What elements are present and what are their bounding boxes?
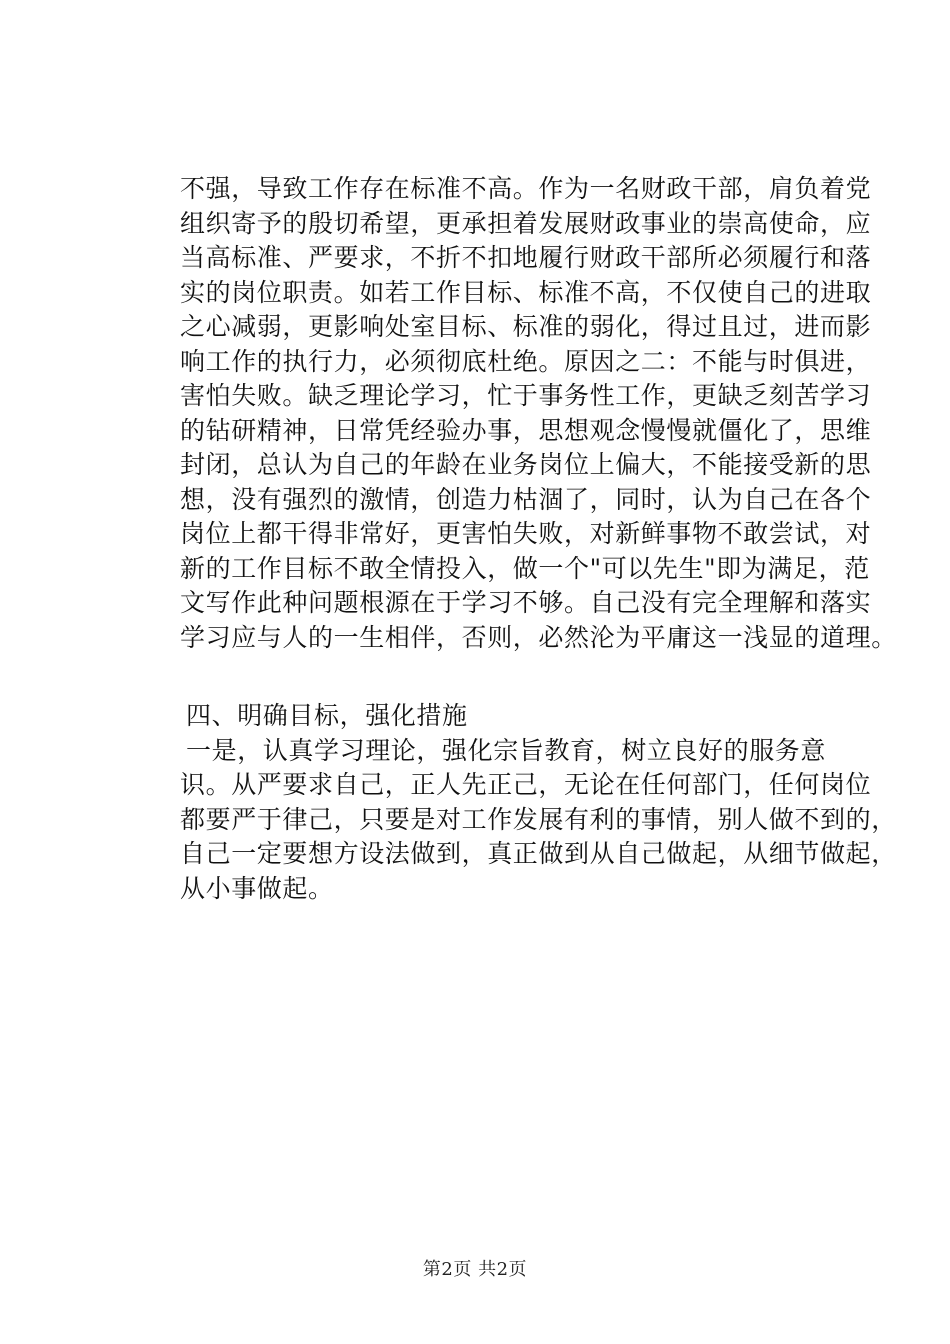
text-line: 自己一定要想方设法做到，真正做到从自己做起，从细节做起， (180, 839, 897, 868)
text-line: 文写作此种问题根源在于学习不够。自己没有完全理解和落实 (180, 588, 872, 617)
text-line: 组织寄予的殷切希望，更承担着发展财政事业的崇高使命，应 (180, 208, 872, 238)
text-line: 都要严于律己，只要是对工作发展有利的事情，别人做不到的， (180, 804, 897, 834)
page-footer: 第2页 共2页 (422, 1259, 528, 1280)
text-line: 学习应与人的一生相伴，否则，必然沦为平庸这一浅显的道理。 (180, 622, 897, 652)
paragraph-cause-analysis (180, 172, 897, 655)
text-line: 新的工作目标不敢全情投入，做一个"可以先生"即为满足，范 (180, 553, 870, 583)
text-line: 想，没有强烈的激情，创造力枯涸了，同时，认为自己在各个 (180, 484, 872, 514)
text-line: 一是，认真学习理论，强化宗旨教育，树立良好的服务意 (186, 735, 827, 765)
text-line: 害怕失败。缺乏理论学习，忙于事务性工作，更缺乏刻苦学习 (180, 381, 872, 410)
text-line: 识。从严要求自己，正人先正己，无论在任何部门，任何岗位 (180, 770, 872, 799)
text-line: 封闭，总认为自己的年龄在业务岗位上偏大，不能接受新的思 (180, 450, 872, 479)
text-line: 岗位上都干得非常好，更害怕失败，对新鲜事物不敢尝试，对 (180, 519, 872, 548)
text-line: 响工作的执行力，必须彻底杜绝。原因之二：不能与时俱进， (180, 346, 872, 376)
paragraph-gap (180, 655, 855, 699)
text-line: 的钻研精神，日常凭经验办事，思想观念慢慢就僵化了，思维 (180, 415, 872, 445)
text-line: 不强，导致工作存在标准不高。作为一名财政干部，肩负着党 (180, 174, 872, 203)
section-measures (180, 699, 897, 906)
text-line: 实的岗位职责。如若工作目标、标准不高，不仅使自己的进取 (180, 277, 872, 307)
section-heading: 四、明确目标，强化措施 (186, 701, 468, 730)
text-line: 从小事做起。 (180, 873, 334, 903)
text-line: 当高标准、严要求，不折不扣地履行财政干部所必须履行和落 (180, 243, 872, 272)
body-text (180, 172, 897, 906)
text-line: 之心减弱，更影响处室目标、标准的弱化，得过且过，进而影 (180, 312, 872, 341)
